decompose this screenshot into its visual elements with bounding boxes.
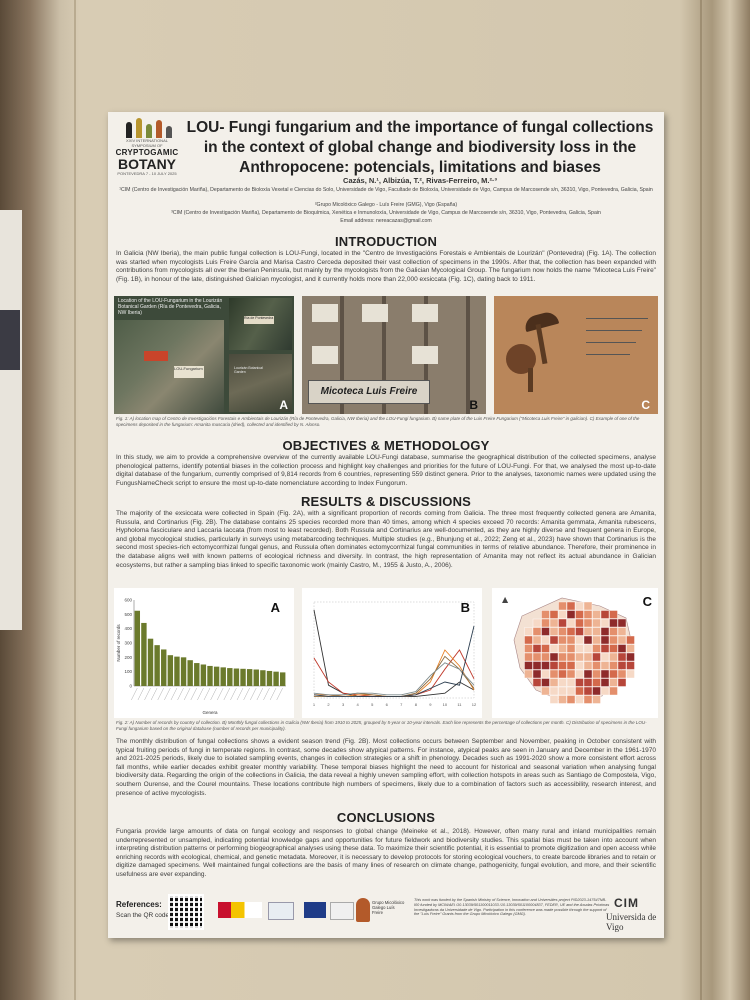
- fig2c-map: [492, 588, 658, 718]
- fig2a-bar-chart: [114, 588, 294, 718]
- municipality-cell: [559, 696, 567, 704]
- municipality-cell: [584, 628, 592, 636]
- municipality-cell: [593, 628, 601, 636]
- municipality-cell: [584, 611, 592, 619]
- municipality-cell: [593, 662, 601, 670]
- municipality-cell: [559, 628, 567, 636]
- municipality-cell: [627, 645, 635, 653]
- line-x-tick: 10: [442, 702, 448, 707]
- municipality-cell: [542, 679, 550, 687]
- conclusions-heading: CONCLUSIONS: [336, 810, 436, 825]
- bar-x-label: Genera: [202, 710, 218, 715]
- results-text-2: The monthly distribution of fungal collections shows a evident season trend (Fig. 2B). Most collections occurs between September and November, peaking in October consistent with typical fruiting periods of fungi in temperate regions. In contrast, some decades show atypical patterns. For instance, atypical peaks are seen in January and December in the 1961-1970 and 2021-2025 periods, likely due to isolated sampling events, changes in collection strategies or a shift in phenology. Decades such as 1991-2020 show a more consistent effort across fall months, while earlier decades exhibit greater monthly variability. These temporal biases highlight the need to account for historical and seasonal variation when analysing fungal biodiversity data. Regarding the origin of the collections in Galicia, the data reveal a highly uneven sampling effort, with collection hotspots in areas such as Santiago de Compostela, Vigo, southern Ourense, and the Courel mountains. These locations contribute high numbers of specimens, likely due to a combination of factors such as accessibility, research interest, and presence of active mycologists.: [116, 738, 656, 797]
- municipality-cell: [525, 636, 533, 644]
- bar-category-tick: [263, 688, 269, 700]
- bar: [154, 645, 159, 686]
- bar: [141, 623, 146, 686]
- municipality-cell: [576, 696, 584, 704]
- aei-logo: [268, 902, 294, 920]
- municipality-cell: [533, 645, 541, 653]
- line-x-tick: 6: [385, 702, 388, 707]
- municipality-cell: [584, 687, 592, 695]
- municipality-cell: [567, 602, 575, 610]
- municipality-cell: [593, 611, 601, 619]
- bar-category-tick: [237, 688, 243, 700]
- municipality-cell: [610, 619, 618, 627]
- bar-category-tick: [230, 688, 236, 700]
- municipality-cell: [610, 670, 618, 678]
- municipality-cell: [567, 679, 575, 687]
- bar-category-tick: [164, 688, 170, 700]
- municipality-cell: [567, 628, 575, 636]
- affiliation-2: ²Grupo Micolóxico Galego - Luís Freire (GMG), Vigo (España): [314, 202, 458, 208]
- logo-line4: PONTEVEDRA 7 - 10 JULY 2025: [117, 171, 177, 176]
- references-label: References:: [116, 900, 162, 909]
- municipality-cell: [567, 662, 575, 670]
- bar-category-tick: [277, 688, 283, 700]
- municipality-cell: [550, 670, 558, 678]
- municipality-cell: [618, 619, 626, 627]
- bar-category-tick: [270, 688, 276, 700]
- poster-header: [108, 112, 664, 232]
- bar-category-tick: [131, 688, 137, 700]
- chart-label-b: B: [460, 600, 470, 615]
- municipality-cell: [550, 696, 558, 704]
- municipality-cell: [601, 670, 609, 678]
- intro-heading: INTRODUCTION: [334, 234, 438, 249]
- municipality-cell: [533, 679, 541, 687]
- fig1a-title: Location of the LOU-Fungarium in the Lourizán Botanical Garden (Ría de Pontevedra, Galicia, NW Iberia): [118, 298, 223, 316]
- municipality-cell: [601, 611, 609, 619]
- municipality-cell: [559, 662, 567, 670]
- conclusions-text: Fungaria provide large amounts of data on fungal ecology and responses to global change (Meineke et al., 2018). However, often many rural and inland municipalities remain underrepresented or unsampled, indicating potential knowledge gaps and opportunities for future fieldwork and biodiversity studies. This spatial bias must be taken into account when interpreting distribution patterns or performing biogeographical analyses using these data. To maximize their scientific potential, it is essential to promote digitization and open access while enriching records with ecological, chemical, and genetic metadata. Moreover, it is necessary to develop protocols for storing ecological vouchers, to create barcode libraries and to retain or digitize damaged specimens. Well maintained fungal collections are the basis of many lines of research on climate change, pathogenicity, fungal evolution, and more, and their scientific usefulness are ever expanding.: [116, 828, 656, 878]
- municipality-cell: [593, 696, 601, 704]
- references-sub: Scan the QR code: [116, 912, 170, 919]
- bar: [273, 672, 278, 686]
- municipality-cell: [567, 645, 575, 653]
- municipality-cell: [576, 602, 584, 610]
- bar: [221, 667, 226, 686]
- municipality-cell: [618, 662, 626, 670]
- fig1b-photo: [302, 296, 486, 414]
- results-text-1: The majority of the exsiccata were collected in Spain (Fig. 2A), with a significant proportion of records coming from Galicia. The three most frequently collected genera are Amanita, Russula, and Cortinarius (Fig. 2B). The database contains 25 species recorded more than 40 times, among which 4 species exceed 70 records: Amanita gemmata, Amanita rubescens, Hypholoma fasciculare and Laccaria laccata (from most to least recorded). Both Russula and Cortinarius are well-documented, as they are highly diverse and frequent genera in Europe, and global mycological studies, particularly in surveys using metabarcoding techniques. Multiple studies (e.g., Bhunjung et al., 2022; Zeng et al., 2023) have shown that Cortinarius is the second most species-rich ectomycorrhizal fungal genus, and Russula often dominates ectomycorrhizal fungal communities in terms of relative abundance. Therefore, their prominence in the database aligns well with known patterns of ecological richness and diversity. In contrast, the high representation of Amanita may not reflect its actual abundance in Galician ecosystems, but rather a sampling bias linked to specific taxonomic work (mainly Castro, M., 1955 & Justo, A., 2006).: [116, 510, 656, 569]
- municipality-cell: [576, 687, 584, 695]
- board-edge-left: [74, 0, 76, 1000]
- affiliation-1: ¹CIM (Centro de Investigación Mariña), Departamento de Bioloxía Vexetal e Ciencias do Solo, Universidade de Vigo, Facultade de Bioloxía, Universidade de Vigo, Campus de Marcosende s/n, 36310, Vigo, Pontevedra, Galicia, Spain: [119, 187, 653, 193]
- bar-chart-svg: [114, 588, 294, 718]
- fungarium-sign: Micoteca Luis Freire: [308, 380, 430, 404]
- municipality-cell: [593, 653, 601, 661]
- bar-y-tick: 200: [124, 654, 132, 660]
- bar: [254, 670, 259, 686]
- municipality-cell: [576, 636, 584, 644]
- municipality-cell: [601, 679, 609, 687]
- bar: [135, 611, 140, 686]
- municipality-cell: [525, 662, 533, 670]
- results-heading: RESULTS & DISCUSSIONS: [300, 494, 472, 509]
- municipality-cell: [559, 687, 567, 695]
- bar-category-tick: [244, 688, 250, 700]
- municipality-cell: [601, 662, 609, 670]
- municipality-cell: [567, 687, 575, 695]
- bar-category-tick: [151, 688, 157, 700]
- municipality-cell: [550, 628, 558, 636]
- municipality-cell: [567, 619, 575, 627]
- municipality-cell: [593, 679, 601, 687]
- municipality-cell: [618, 653, 626, 661]
- bar: [181, 657, 186, 686]
- bar-y-tick: 400: [124, 626, 132, 632]
- fungi-logo-icon: [114, 116, 180, 138]
- municipality-cell: [542, 636, 550, 644]
- municipality-cell: [627, 636, 635, 644]
- bar-y-tick: 300: [124, 640, 132, 646]
- municipality-cell: [533, 628, 541, 636]
- bar-y-label: Number of records: [116, 624, 121, 662]
- chart-label-a: A: [270, 600, 280, 615]
- heatmap-svg: [492, 588, 658, 718]
- municipality-cell: [610, 679, 618, 687]
- municipality-cell: [559, 653, 567, 661]
- bar: [174, 657, 179, 686]
- north-arrow-icon: ▲: [502, 595, 509, 604]
- municipality-cell: [584, 653, 592, 661]
- municipality-cell: [542, 687, 550, 695]
- footer: [108, 892, 664, 938]
- municipality-cell: [550, 611, 558, 619]
- line-x-tick: 4: [356, 702, 359, 707]
- municipality-cell: [601, 636, 609, 644]
- municipality-cell: [627, 670, 635, 678]
- line-chart-svg: [302, 588, 482, 718]
- chart-label-c: C: [642, 594, 652, 609]
- municipality-cell: [567, 636, 575, 644]
- municipality-cell: [533, 636, 541, 644]
- bar: [161, 649, 166, 686]
- municipality-cell: [601, 619, 609, 627]
- bar-category-tick: [138, 688, 144, 700]
- fig1a-map: [114, 296, 294, 414]
- municipality-cell: [567, 653, 575, 661]
- municipality-cell: [584, 679, 592, 687]
- municipality-cell: [601, 628, 609, 636]
- line-x-tick: 2: [327, 702, 330, 707]
- municipality-cell: [542, 628, 550, 636]
- municipality-cell: [584, 696, 592, 704]
- eu-flag-logo: [304, 902, 326, 918]
- bar-category-tick: [191, 688, 197, 700]
- bar-category-tick: [224, 688, 230, 700]
- municipality-cell: [525, 670, 533, 678]
- municipality-cell: [559, 679, 567, 687]
- municipality-cell: [542, 670, 550, 678]
- bar-y-tick: 600: [124, 597, 132, 603]
- municipality-cell: [593, 687, 601, 695]
- board-edge-right: [700, 0, 702, 1000]
- municipality-cell: [533, 662, 541, 670]
- qr-code[interactable]: [170, 896, 202, 928]
- municipality-cell: [593, 619, 601, 627]
- logo-line3: BOTANY: [117, 156, 177, 172]
- logo-line1: XXIV INTERNATIONAL SYMPOSIUM OF: [126, 138, 168, 148]
- email-address: Email address: nereacazas@gmail.com: [340, 218, 432, 224]
- line-x-tick: 3: [341, 702, 345, 707]
- fig1-label-b: B: [469, 398, 478, 412]
- municipality-cell: [576, 628, 584, 636]
- authors: Cazás, N.¹, Albizúa, T.², Rivas-Ferreiro, M.²·³: [343, 176, 497, 185]
- municipality-cell: [610, 645, 618, 653]
- line-x-tick: 12: [471, 702, 477, 707]
- municipality-cell: [567, 670, 575, 678]
- municipality-cell: [627, 653, 635, 661]
- municipality-cell: [576, 670, 584, 678]
- bar-y-tick: 500: [124, 611, 132, 617]
- municipality-cell: [533, 670, 541, 678]
- bar-category-tick: [211, 688, 217, 700]
- municipality-cell: [533, 653, 541, 661]
- bar-category-tick: [204, 688, 210, 700]
- neighbour-poster: [0, 210, 22, 630]
- affiliation-3: ³CIM (Centro de Investigación Mariña), Departamento de Bioquímica, Xenética e Inmunoloxía, Universidade de Vigo, Campus de Marcosende s/n, 36310, Vigo, Pontevedra, Galicia, Spain: [171, 210, 601, 216]
- municipality-cell: [525, 645, 533, 653]
- municipality-cell: [593, 645, 601, 653]
- municipality-cell: [542, 611, 550, 619]
- municipality-cell: [550, 636, 558, 644]
- municipality-cell: [610, 662, 618, 670]
- municipality-cell: [542, 662, 550, 670]
- bar: [168, 655, 173, 686]
- municipality-cell: [550, 679, 558, 687]
- ministry-logo: [218, 902, 262, 918]
- municipality-cell: [559, 619, 567, 627]
- fig1-label-a: A: [279, 398, 288, 412]
- bar-category-tick: [171, 688, 177, 700]
- municipality-cell: [550, 662, 558, 670]
- line-plot-frame: [314, 602, 474, 698]
- municipality-cell: [550, 653, 558, 661]
- municipality-cell: [610, 628, 618, 636]
- bar: [214, 667, 219, 686]
- municipality-cell: [601, 653, 609, 661]
- bar: [240, 669, 245, 686]
- funding-text: This work was funded by the Spanish Ministry of Science, Innovation and Universities project PID2023-147547NB-I00 funded by MCIN/AEI /10.13039/501100011033 /10.13039/501100004837, FEDER, UE and the Axudas Próximas Investigadoras da Universidade de Vigo. Participation in this conference was made possible through the support of the "Luís Freire" Grants from the Grupo Micolóxico Galego (GMG).: [414, 898, 610, 917]
- municipality-cell: [618, 679, 626, 687]
- fig1a-tag: LOU-Fungarium: [174, 366, 204, 378]
- bar-category-tick: [158, 688, 164, 700]
- municipality-cell: [601, 645, 609, 653]
- fig1-caption: Fig. 1: A) location map of Centro de Investigacións Forestais e Ambientais de Lourizán (Ría de Pontevedra, Galicia, NW Iberia) and the LOU-Fungi fungarium. B) name plate of the Luis Freire Fungarium ("Micoteca Luis Freire" in galician). C) Example of one of the specimens deposited in the fungarium: Amanita muscaria (dried), collected and identified by N. Alonso.: [116, 416, 640, 427]
- bar-y-tick: 100: [124, 669, 132, 675]
- fig1a-tag2: Ría de Pontevedra: [244, 316, 274, 324]
- municipality-cell: [584, 670, 592, 678]
- municipality-cell: [550, 619, 558, 627]
- bar-category-tick: [184, 688, 190, 700]
- municipality-cell: [618, 628, 626, 636]
- municipality-cell: [584, 645, 592, 653]
- municipality-cell: [610, 636, 618, 644]
- municipality-cell: [542, 653, 550, 661]
- gmg-name: Grupo Micolóxico Galego Luís Freire: [372, 900, 405, 916]
- municipality-cell: [584, 602, 592, 610]
- municipality-cell: [559, 645, 567, 653]
- bar-category-tick: [257, 688, 263, 700]
- municipality-cell: [550, 645, 558, 653]
- municipality-cell: [618, 636, 626, 644]
- municipality-cell: [576, 662, 584, 670]
- poster: [108, 112, 664, 938]
- municipality-cell: [559, 670, 567, 678]
- municipality-cell: [584, 619, 592, 627]
- municipality-cell: [542, 619, 550, 627]
- poster-title: LOU- Fungi fungarium and the importance of fungal collections in the context of global change and biodiversity loss in the Anthropocene: potencials, limitations and biases: [186, 119, 654, 176]
- municipality-cell: [627, 662, 635, 670]
- municipality-cell: [610, 611, 618, 619]
- municipality-cell: [542, 645, 550, 653]
- bar: [187, 660, 192, 686]
- objectives-text: In this study, we aim to provide a comprehensive overview of the currently available LOU-Fungi database, summarise the geographical distribution of the collected specimens, analyse phenological patterns, identify potential biases in the collection process and highlight key challenges and priorities for the future of LOU-Fungi. For that, we analysed the most up-to-date digital database of the fungarium, currently comprised of 9,814 records from 6 countries, representing 559 distinct genera. Prior to the analyses, taxonomic names were updated using the FungusNameCheck script to ensure the most up-to-date nomenclature according to Index Fungorum.: [116, 454, 656, 487]
- municipality-cell: [567, 696, 575, 704]
- bar: [280, 672, 285, 686]
- fig2-caption: Fig. 2: A) Number of records by country of collection. B) Monthly fungal collections in Galicia (NW Iberia) from 1910 to 2025, grouped by 5-year or 10-year intervals. Each line represents the percentage of collections per month. C) Distribution of specimens in the LOU-Fungi fungarium based on the original database (number of records per municipality).: [116, 720, 647, 731]
- bar: [201, 665, 206, 687]
- bar-category-tick: [217, 688, 223, 700]
- fig1a-tag3: Lourizán Botanical Garden: [234, 366, 263, 374]
- municipality-cell: [525, 653, 533, 661]
- bar: [234, 669, 239, 686]
- municipality-cell: [559, 611, 567, 619]
- line-x-tick: 9: [429, 702, 432, 707]
- fig1c-specimen: [494, 296, 658, 414]
- bar: [148, 639, 153, 686]
- municipality-cell: [593, 670, 601, 678]
- intro-text: In Galicia (NW Iberia), the main public fungal collection is LOU-Fungi, located in the "Centro de Investigacións Forestais e Ambientais de Lourizán" (Pontevedra) (Fig. 1A). The collection was started when mycologists Luis Freire García and Marisa Castro Cerceda deposited their vast collection of specimens in the 1990s. After that, the collection has been expanded with contributions from mycologists all over the Iberian Peninsula, but mainly by the mycologists from the Galician Mycological Group. The fungarium now holds the name "Micoteca Luis Freire" (Fig. 1B), in honour of the late, distinguished Galician mycologist, and it currently holds more than 22,000 exsiccata (Fig. 1C), dating back to 1911.: [116, 250, 656, 283]
- line-x-tick: 7: [400, 702, 403, 707]
- bar: [247, 669, 252, 686]
- fig1-label-c: C: [641, 398, 650, 412]
- municipality-cell: [610, 687, 618, 695]
- fig2b-line-chart: [302, 588, 482, 718]
- municipality-cell: [550, 687, 558, 695]
- bar-category-tick: [145, 688, 151, 700]
- cim-logo: CIM: [614, 896, 639, 910]
- line-x-tick: 11: [457, 702, 462, 707]
- bar-category-tick: [250, 688, 256, 700]
- bar: [207, 666, 212, 686]
- bar-category-tick: [197, 688, 203, 700]
- municipality-cell: [618, 645, 626, 653]
- bar-category-tick: [178, 688, 184, 700]
- line-x-tick: 8: [414, 702, 417, 707]
- bar: [267, 671, 272, 686]
- municipality-cell: [610, 653, 618, 661]
- feder-logo: [330, 902, 354, 920]
- municipality-cell: [533, 619, 541, 627]
- municipality-cell: [593, 636, 601, 644]
- municipality-cell: [576, 645, 584, 653]
- municipality-cell: [576, 679, 584, 687]
- municipality-cell: [584, 662, 592, 670]
- bar: [194, 663, 199, 686]
- municipality-cell: [576, 653, 584, 661]
- municipality-cell: [618, 670, 626, 678]
- municipality-cell: [567, 611, 575, 619]
- municipality-cell: [559, 602, 567, 610]
- municipality-cell: [525, 628, 533, 636]
- municipality-cell: [576, 619, 584, 627]
- municipality-cell: [584, 636, 592, 644]
- logo-line2: CRYPTOGAMIC: [115, 148, 179, 157]
- line-x-tick: 5: [371, 702, 374, 707]
- municipality-cell: [601, 687, 609, 695]
- line-x-tick: 1: [312, 702, 316, 707]
- uvigo-logo: Universida de Vigo: [606, 912, 657, 932]
- gmg-mushroom-icon: [356, 898, 370, 922]
- bar: [260, 670, 265, 686]
- bar: [227, 668, 232, 686]
- objectives-heading: OBJECTIVES & METHODOLOGY: [282, 438, 490, 453]
- bar-y-tick: 0: [129, 683, 132, 689]
- municipality-cell: [576, 611, 584, 619]
- municipality-cell: [559, 636, 567, 644]
